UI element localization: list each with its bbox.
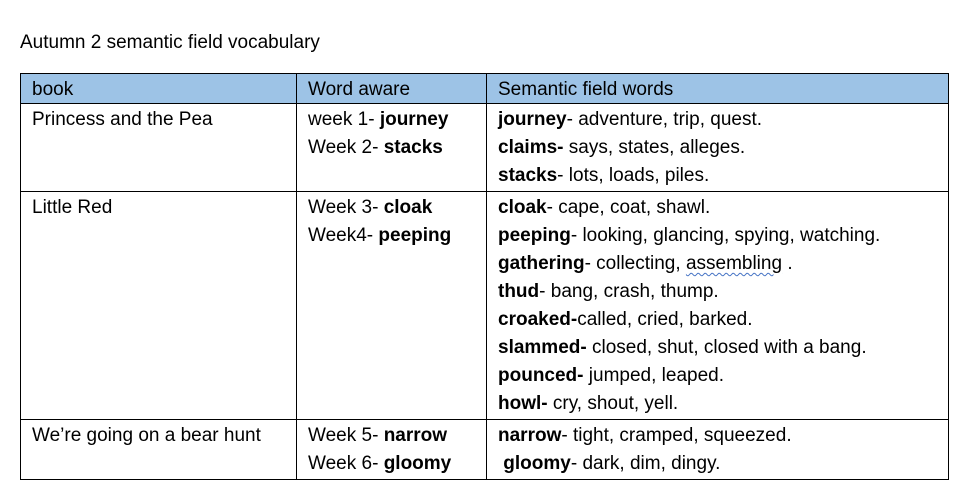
vocab-synonyms: - tight, cramped, squeezed. (561, 425, 792, 446)
week-word: gloomy (383, 453, 452, 474)
vocab-entry (498, 390, 938, 418)
book-cell: Little Red (21, 192, 297, 420)
vocab-entry (498, 278, 938, 306)
vocab-term: croaked- (498, 309, 578, 330)
word-aware-cell (297, 420, 487, 480)
vocab-synonyms: cry, shout, yell. (547, 393, 679, 414)
vocab-term: thud (498, 281, 540, 302)
week-label: Week 6- (308, 453, 384, 474)
header-book: book (21, 74, 297, 104)
book-cell: We’re going on a bear hunt (21, 420, 297, 480)
vocabulary-table (20, 73, 949, 480)
vocab-term: cloak (498, 197, 547, 218)
semantic-field-cell (487, 104, 949, 192)
vocab-synonyms-end: . (782, 253, 793, 274)
table-header-row (21, 74, 949, 104)
vocab-term: journey (498, 109, 567, 130)
vocab-term: stacks (498, 165, 558, 186)
vocab-synonyms: - collecting, (584, 253, 686, 274)
document-title: Autumn 2 semantic field vocabulary (20, 32, 320, 53)
week-word: stacks (383, 137, 443, 158)
vocab-term: narrow (498, 425, 562, 446)
vocab-term: pounced- (498, 365, 584, 386)
vocab-entry (498, 106, 938, 134)
week-label: Week 2- (308, 137, 384, 158)
vocab-term: gathering (498, 253, 585, 274)
week-label: Week 3- (308, 197, 384, 218)
semantic-field-cell (487, 420, 949, 480)
vocab-entry (498, 162, 938, 190)
week-word: cloak (383, 197, 433, 218)
vocab-entry (498, 422, 938, 450)
vocab-term: peeping (498, 225, 571, 246)
header-word-aware: Word aware (297, 74, 487, 104)
vocab-term: slammed- (498, 337, 587, 358)
header-semantic-field-words: Semantic field words (487, 74, 949, 104)
week-label: Week4- (308, 225, 379, 246)
vocab-entry (498, 250, 938, 278)
vocab-entry (498, 450, 938, 478)
vocab-synonyms: - adventure, trip, quest. (566, 109, 763, 130)
vocab-term: claims- (498, 137, 564, 158)
week-entry (308, 222, 476, 250)
word-aware-cell (297, 192, 487, 420)
week-word: narrow (383, 425, 448, 446)
table-row (21, 104, 949, 192)
vocab-synonyms: - lots, loads, piles. (557, 165, 710, 186)
vocab-synonyms: - looking, glancing, spying, watching. (570, 225, 881, 246)
week-entry (308, 422, 476, 450)
week-word: journey (379, 109, 449, 130)
vocab-synonyms: - cape, coat, shawl. (546, 197, 711, 218)
vocab-entry (498, 334, 938, 362)
table-row (21, 192, 949, 420)
word-aware-cell (297, 104, 487, 192)
vocab-entry (498, 362, 938, 390)
vocab-synonyms: closed, shut, closed with a bang. (586, 337, 867, 358)
vocab-entry (498, 222, 938, 250)
vocab-synonyms: - bang, crash, thump. (539, 281, 719, 302)
week-word: peeping (378, 225, 452, 246)
week-label: Week 5- (308, 425, 384, 446)
vocab-synonyms: jumped, leaped. (583, 365, 724, 386)
week-entry (308, 106, 476, 134)
vocab-entry (498, 306, 938, 334)
semantic-field-cell (487, 192, 949, 420)
vocab-entry (498, 134, 938, 162)
table-row (21, 420, 949, 480)
week-label: week 1- (308, 109, 380, 130)
vocab-synonyms: - dark, dim, dingy. (570, 453, 721, 474)
vocab-term: gloomy (503, 453, 571, 474)
vocab-entry (498, 194, 938, 222)
vocab-synonyms: called, cried, barked. (577, 309, 753, 330)
week-entry (308, 194, 476, 222)
week-entry (308, 450, 476, 478)
vocab-synonyms: says, states, alleges. (563, 137, 746, 158)
spellcheck-flagged-word[interactable]: assembling (685, 253, 783, 274)
vocab-term: howl- (498, 393, 548, 414)
book-cell: Princess and the Pea (21, 104, 297, 192)
week-entry (308, 134, 476, 162)
